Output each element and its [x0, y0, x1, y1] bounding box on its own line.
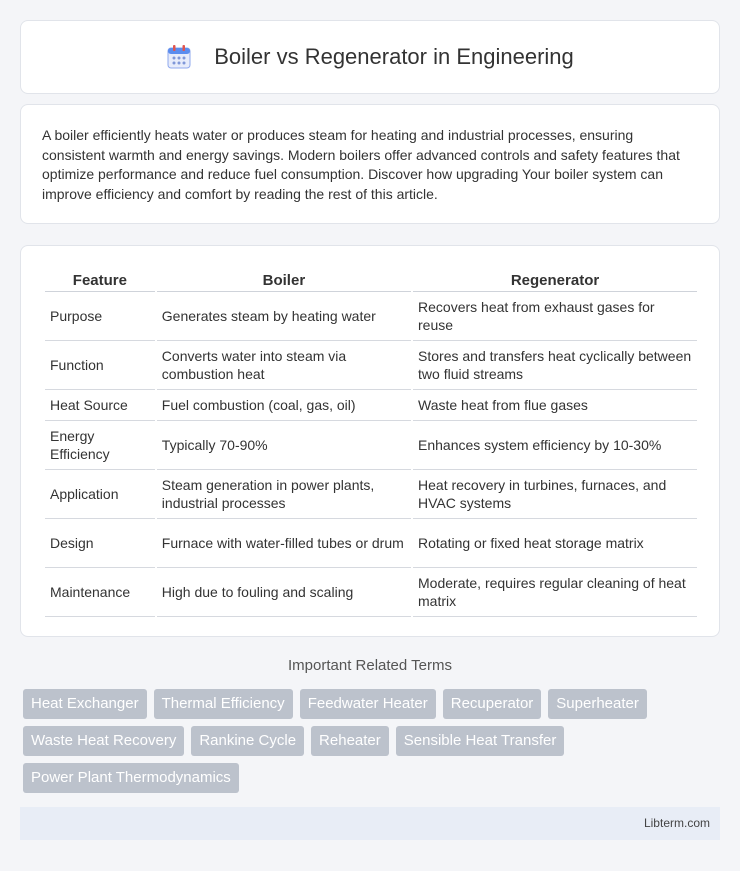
table-cell: High due to fouling and scaling [157, 568, 411, 617]
tag-power-plant-thermodynamics[interactable]: Power Plant Thermodynamics [23, 763, 239, 793]
table-header-cell: Feature [45, 266, 155, 292]
intro-card [20, 104, 720, 224]
footer-site-link[interactable]: Libterm.com [643, 816, 710, 830]
table-header-cell: Boiler [157, 266, 411, 292]
table-row [45, 568, 697, 617]
table-cell: Waste heat from flue gases [413, 390, 697, 421]
table-cell: Steam generation in power plants, industrial processes [157, 470, 411, 519]
comparison-table [43, 266, 699, 617]
table-cell: Converts water into steam via combustion heat [157, 341, 411, 390]
footer [20, 807, 720, 840]
table-cell: Generates steam by heating water [157, 292, 411, 341]
related-terms-title: Important Related Terms [288, 657, 452, 674]
tag-waste-heat-recovery[interactable]: Waste Heat Recovery [23, 726, 184, 756]
tag-rankine-cycle[interactable]: Rankine Cycle [191, 726, 304, 756]
table-row [45, 470, 697, 519]
table-row [45, 390, 697, 421]
page-title: Boiler vs Regenerator in Engineering [214, 44, 574, 69]
table-cell: Application [45, 470, 155, 519]
title-card [20, 20, 720, 94]
table-cell: Maintenance [45, 568, 155, 617]
comparison-table-card [20, 245, 720, 637]
table-cell: Rotating or fixed heat storage matrix [413, 519, 697, 568]
tag-heat-exchanger[interactable]: Heat Exchanger [23, 689, 147, 719]
related-terms-tags [23, 689, 723, 793]
tag-reheater[interactable]: Reheater [311, 726, 389, 756]
table-row [45, 519, 697, 568]
table-cell: Heat Source [45, 390, 155, 421]
tag-recuperator[interactable]: Recuperator [443, 689, 542, 719]
tag-sensible-heat-transfer[interactable]: Sensible Heat Transfer [396, 726, 565, 756]
table-row [45, 292, 697, 341]
table-cell: Moderate, requires regular cleaning of heat matrix [413, 568, 697, 617]
table-cell: Design [45, 519, 155, 568]
table-cell: Typically 70-90% [157, 421, 411, 470]
table-cell: Furnace with water-filled tubes or drum [157, 519, 411, 568]
calendar-icon [166, 44, 192, 70]
table-cell: Purpose [45, 292, 155, 341]
table-cell: Fuel combustion (coal, gas, oil) [157, 390, 411, 421]
table-cell: Enhances system efficiency by 10-30% [413, 421, 697, 470]
tag-superheater[interactable]: Superheater [548, 689, 647, 719]
tag-feedwater-heater[interactable]: Feedwater Heater [300, 689, 436, 719]
table-row [45, 421, 697, 470]
table-cell: Recovers heat from exhaust gases for reuse [413, 292, 697, 341]
tag-thermal-efficiency[interactable]: Thermal Efficiency [154, 689, 293, 719]
table-row [45, 341, 697, 390]
table-cell: Stores and transfers heat cyclically between two fluid streams [413, 341, 697, 390]
table-cell: Energy Efficiency [45, 421, 155, 470]
table-header-cell: Regenerator [413, 266, 697, 292]
intro-text: A boiler efficiently heats water or produces steam for heating and industrial processes, ensuring consistent warmth and energy savings. Modern boilers offer advanced controls and safety features that optimize performance and reduce fuel consumption. Discover how upgrading Your boiler system can improve efficiency and comfort by reading the rest of this article. [42, 127, 680, 202]
table-cell: Function [45, 341, 155, 390]
table-header-row [45, 266, 697, 292]
table-cell: Heat recovery in turbines, furnaces, and HVAC systems [413, 470, 697, 519]
